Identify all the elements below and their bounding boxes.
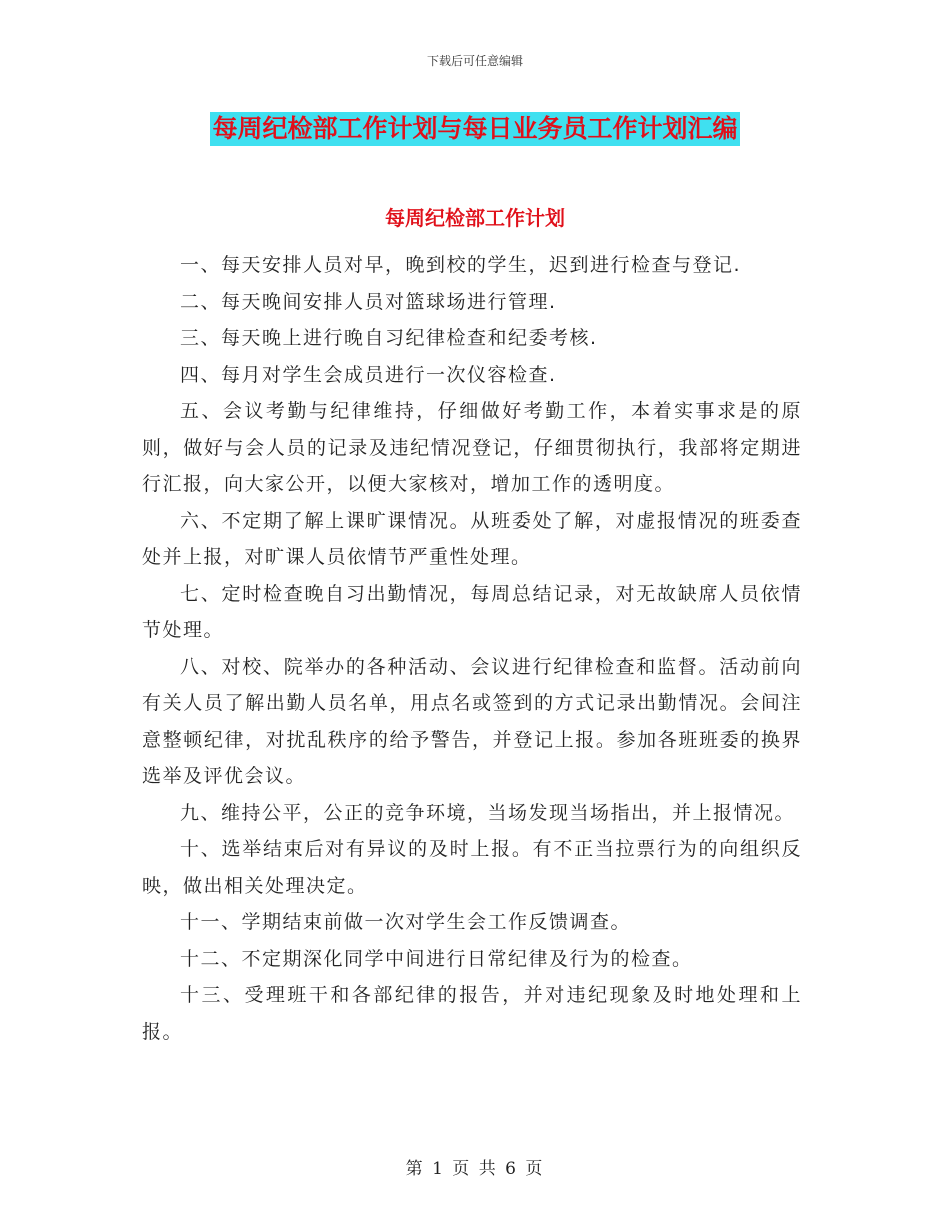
paragraph-13: 十三、受理班干和各部纪律的报告，并对违纪现象及时地处理和上报。: [142, 984, 802, 1043]
page-footer: 第 1 页 共 6 页: [405, 1159, 545, 1179]
header-note: 下载后可任意编辑: [426, 54, 523, 68]
paragraph-2: 二、每天晚间安排人员对篮球场进行管理.: [180, 290, 557, 313]
paragraph-11: 十一、学期结束前做一次对学生会工作反馈调查。: [180, 911, 632, 933]
paragraph-1: 一、每天安排人员对早，晚到校的学生，迟到进行检查与登记.: [180, 254, 742, 276]
paragraph-10: 十、选举结束后对有异议的及时上报。有不正当拉票行为的向组织反映，做出相关处理决定。: [142, 838, 802, 897]
section-title: 每周纪检部工作计划: [385, 206, 565, 230]
paragraph-8: 八、对校、院举办的各种活动、会议进行纪律检查和监督。活动前向有关人员了解出勤人员名单，用点名或签到的方式记录出勤情况。会间注意整顿纪律，对扰乱秩序的给予警告，并登记上报。参加各班班委的换界选举及评优会议。: [142, 655, 802, 787]
document-title: 每周纪检部工作计划与每日业务员工作计划汇编: [210, 112, 739, 146]
paragraph-9: 九、维持公平，公正的竞争环境，当场发现当场指出，并上报情况。: [180, 801, 796, 824]
paragraph-5: 五、会议考勤与纪律维持，仔细做好考勤工作，本着实事求是的原则，做好与会人员的记录及违纪情况登记，仔细贯彻执行，我部将定期进行汇报，向大家公开，以便大家核对，增加工作的透明度。: [142, 400, 802, 495]
paragraph-4: 四、每月对学生会成员进行一次仪容检查.: [180, 363, 557, 386]
paragraph-12: 十二、不定期深化同学中间进行日常纪律及行为的检查。: [180, 947, 693, 970]
body-text: [142, 247, 802, 1050]
document-title-container: [0, 112, 950, 146]
paragraph-6: 六、不定期了解上课旷课情况。从班委处了解，对虚报情况的班委查处并上报，对旷课人员依情节严重性处理。: [142, 509, 802, 568]
paragraph-7: 七、定时检查晚自习出勤情况，每周总结记录，对无故缺席人员依情节处理。: [142, 582, 802, 641]
paragraph-3: 三、每天晚上进行晚自习纪律检查和纪委考核.: [180, 327, 598, 349]
